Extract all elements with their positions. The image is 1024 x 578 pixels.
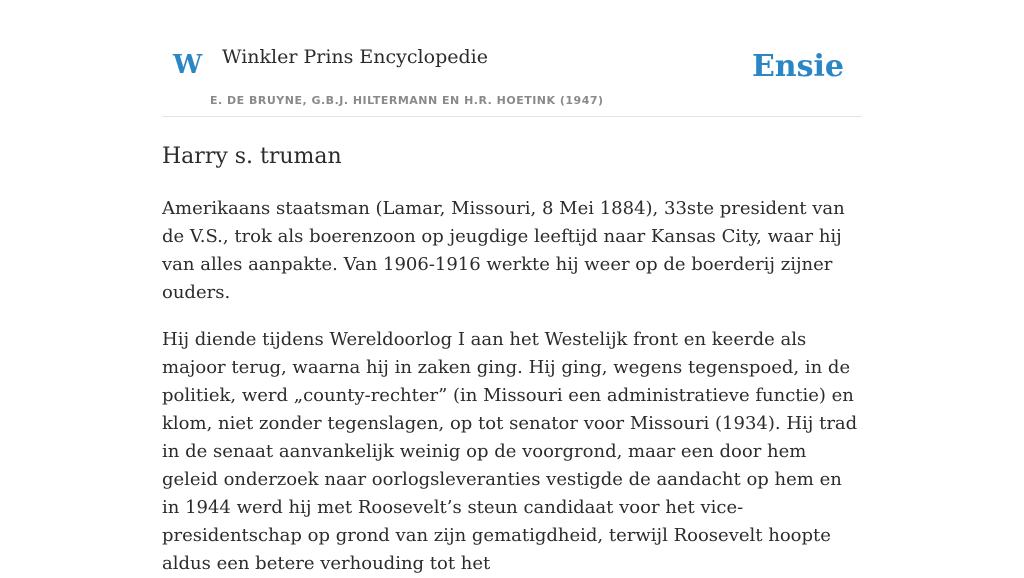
page-container [162, 0, 862, 578]
site-header [162, 0, 862, 117]
article-paragraph: Hij diende tijdens Wereldoorlog I aan het Westelijk front en keerde als majoor terug, waarna hij in zaken ging. Hij ging, wegens tegenspoed, in de politiek, werd „county-rechter” (in Missouri een administratieve functie) en klom, niet zonder tegenslagen, op tot senator voor Missouri (1934). Hij trad in de senaat aanvankelijk weinig op de voorgrond, maar een door hem geleid onderzoek naar oorlogsleveranties vestigde de aandacht op hem en in 1944 werd hij met Roosevelt’s steun candidaat voor het vice-presidentschap op grond van zijn gematigdheid, terwijl Roosevelt hoopte aldus een betere verhouding tot het [162, 328, 858, 574]
ensie-logo[interactable]: Ensie [751, 49, 844, 84]
winkler-prins-logo[interactable]: W [173, 50, 203, 80]
article-title: Harry s. truman [162, 144, 342, 169]
encyclopedia-title[interactable]: Winkler Prins Encyclopedie [222, 46, 488, 68]
article-paragraph: Amerikaans staatsman (Lamar, Missouri, 8 Mei 1884), 33ste president van de V.S., trok als boerenzoon op jeugdige leeftijd naar Kansas City, waar hij van alles aanpakte. Van 1906-1916 werkte hij weer op de boerderij zijner ouders. [162, 197, 845, 303]
encyclopedia-authors: E. DE BRUYNE, G.B.J. HILTERMANN EN H.R. HOETINK (1947) [210, 94, 604, 107]
